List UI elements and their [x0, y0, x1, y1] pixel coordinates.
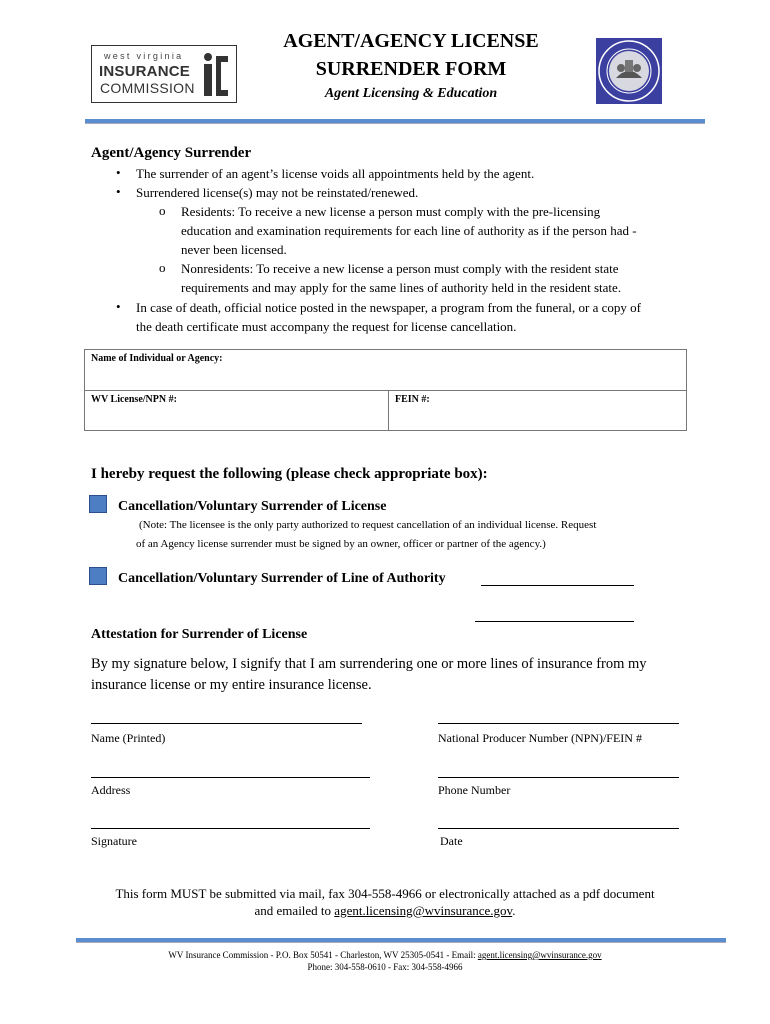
logo-line3: COMMISSION	[100, 80, 195, 96]
logo-line2: INSURANCE	[99, 63, 190, 80]
name-field[interactable]	[85, 350, 687, 391]
address-label: Address	[91, 783, 131, 797]
submit-email-link[interactable]: agent.licensing@wvinsurance.gov	[334, 903, 513, 918]
footer-address	[0, 950, 770, 960]
npn-fein-field[interactable]	[438, 723, 679, 724]
header-divider	[85, 119, 705, 124]
line-of-authority-field-2[interactable]	[475, 621, 634, 622]
state-seal-icon	[596, 38, 662, 104]
attestation-text-line2: insurance license or my entire insurance license.	[91, 677, 372, 693]
line-of-authority-label: Cancellation/Voluntary Surrender of Line of Authority	[118, 571, 446, 586]
residents-line2: education and examination requirements for each line of authority as if the person had -	[181, 223, 637, 238]
applicant-info-table	[84, 349, 687, 431]
sub-bullet-marker: o	[159, 203, 166, 218]
request-note-line2: of an Agency license surrender must be signed by an owner, officer or partner of the agency.)	[136, 538, 546, 550]
phone-label: Phone Number	[438, 783, 511, 797]
surrender-heading: Agent/Agency Surrender	[91, 145, 252, 161]
date-field[interactable]	[438, 828, 679, 829]
npn-fein-label: National Producer Number (NPN)/FEIN #	[438, 731, 642, 745]
footer-address-text: WV Insurance Commission - P.O. Box 50541 - Charleston, WV 25305-0541 - Email:	[168, 950, 478, 960]
residents-line1: Residents: To receive a new license a person must comply with the pre-licensing	[181, 204, 601, 219]
fein-field[interactable]	[389, 391, 687, 431]
form-title-line2: SURRENDER FORM	[315, 58, 507, 80]
attestation-heading: Attestation for Surrender of License	[91, 627, 308, 642]
line-of-authority-checkbox[interactable]	[89, 567, 107, 585]
license-npn-field[interactable]	[85, 391, 389, 431]
address-field[interactable]	[91, 777, 370, 778]
footer-phone-fax: Phone: 304-558-0610 - Fax: 304-558-4966	[307, 962, 463, 972]
submit-suffix: .	[512, 903, 516, 918]
footer-email-link[interactable]: agent.licensing@wvinsurance.gov	[477, 950, 602, 960]
logo-line1: west virginia	[104, 51, 184, 61]
footer-divider	[76, 938, 726, 943]
license-npn-label: WV License/NPN #:	[91, 394, 177, 405]
license-surrender-label: Cancellation/Voluntary Surrender of License	[118, 499, 387, 514]
form-subtitle: Agent Licensing & Education	[324, 86, 498, 101]
fein-label: FEIN #:	[395, 394, 430, 405]
phone-field[interactable]	[438, 777, 679, 778]
request-heading: I hereby request the following (please check appropriate box):	[91, 466, 488, 482]
license-surrender-checkbox[interactable]	[89, 495, 107, 513]
surrender-bullet-3-line1: In case of death, official notice posted in the newspaper, a program from the funeral, or a copy of	[136, 300, 641, 315]
submit-prefix: and emailed to	[254, 903, 335, 918]
line-of-authority-field-1[interactable]	[481, 585, 634, 586]
nonresidents-line1: Nonresidents: To receive a new license a person must comply with the resident state	[181, 261, 619, 276]
request-note-line1: (Note: The licensee is the only party authorized to request cancellation of an individual license. Request	[139, 519, 597, 531]
surrender-bullet-3-line2: the death certificate must accompany the request for license cancellation.	[136, 319, 517, 334]
bullet-marker: •	[116, 165, 121, 180]
surrender-bullet-1: The surrender of an agent’s license voids all appointments held by the agent.	[136, 166, 535, 181]
name-printed-label: Name (Printed)	[91, 731, 166, 745]
nonresidents-line2: requirements and may apply for the same lines of authority held in the resident state.	[181, 280, 622, 295]
name-field-label: Name of Individual or Agency:	[91, 353, 223, 364]
signature-label: Signature	[91, 834, 137, 848]
residents-line3: never been licensed.	[181, 242, 287, 257]
name-printed-field[interactable]	[91, 723, 362, 724]
sub-bullet-marker: o	[159, 260, 166, 275]
form-title-line1: AGENT/AGENCY LICENSE	[283, 30, 539, 52]
date-label: Date	[440, 834, 463, 848]
attestation-text-line1: By my signature below, I signify that I am surrendering one or more lines of insurance from my	[91, 656, 647, 672]
submit-instructions-line2	[0, 903, 770, 919]
submit-instructions-line1: This form MUST be submitted via mail, fax 304-558-4966 or electronically attached as a pdf document	[115, 886, 655, 901]
surrender-bullet-2: Surrendered license(s) may not be reinstated/renewed.	[136, 185, 419, 200]
signature-field[interactable]	[91, 828, 370, 829]
state-seal	[596, 38, 662, 104]
bullet-marker: •	[116, 299, 121, 314]
bullet-marker: •	[116, 184, 121, 199]
